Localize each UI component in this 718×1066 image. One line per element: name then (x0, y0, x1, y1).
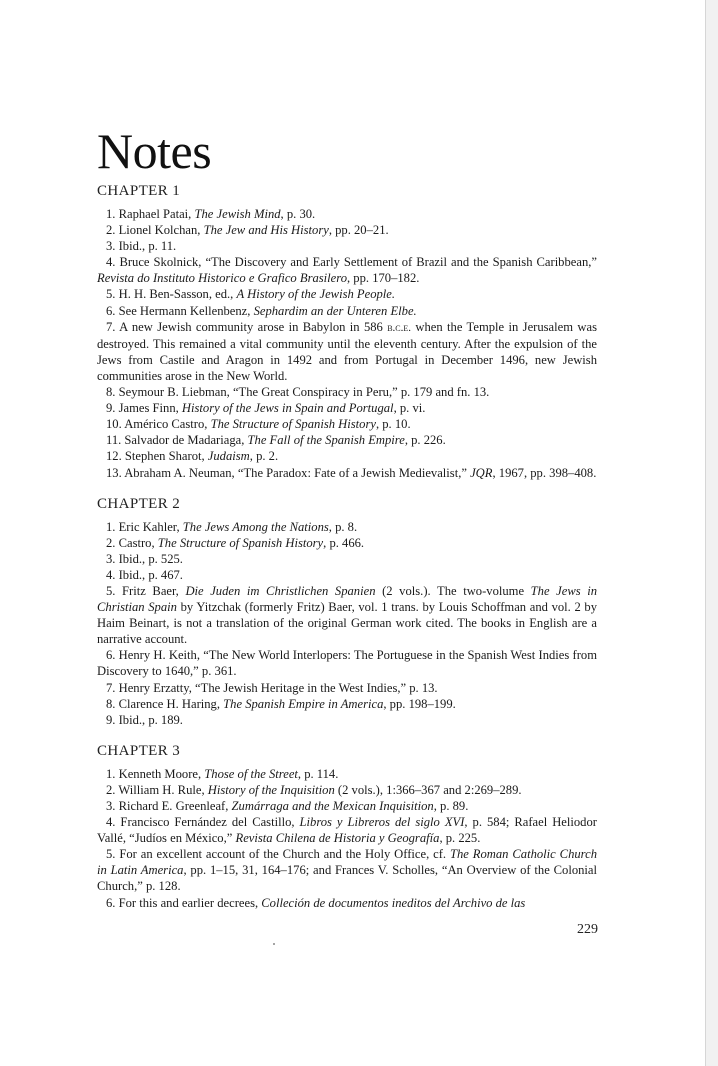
note-text: 7. Henry Erzatty, “The Jewish Heritage in the West Indies,” p. 13. (106, 680, 438, 695)
note-item (97, 766, 597, 782)
note-text: 9. Ibid., p. 189. (106, 712, 183, 727)
note-item (97, 238, 597, 254)
note-title: Revista Chilena de Historia y Geografía (235, 831, 440, 846)
note-text: , p. vi. (393, 401, 426, 416)
note-text: , p. 8. (328, 519, 358, 534)
note-text: 6. Henry H. Keith, “The New World Interlopers: The Portuguese in the Spanish West Indies from Discovery to 1640,” p. 361. (97, 648, 597, 679)
note-text: , 1967, pp. 398–408. (492, 465, 597, 480)
note-text: , p. 226. (404, 433, 446, 448)
note-item (97, 319, 597, 384)
notes-list (97, 519, 597, 728)
note-text: 5. For an excellent account of the Church and the Holy Office, cf. (106, 847, 450, 862)
note-text: 6. For this and earlier decrees, (106, 895, 262, 910)
note-title: JQR (470, 465, 493, 480)
note-item (97, 895, 597, 911)
note-text: 8. Clarence H. Haring, (106, 696, 224, 711)
page-number: 229 (577, 922, 598, 937)
note-item (97, 448, 597, 464)
note-text: , p. 225. (439, 831, 481, 846)
note-item (97, 303, 597, 319)
note-text: , p. 2. (249, 449, 279, 464)
notes-list (97, 766, 597, 911)
note-text: (2 vols.), 1:366–367 and 2:269–289. (334, 782, 522, 797)
note-title: Sephardim an der Unteren Elbe. (253, 303, 417, 318)
note-text: 8. Seymour B. Liebman, “The Great Conspiracy in Peru,” p. 179 and fn. 13. (106, 385, 490, 400)
note-text: 4. Ibid., p. 467. (106, 567, 183, 582)
note-item (97, 535, 597, 551)
note-item (97, 465, 597, 481)
note-text: 13. Abraham A. Neuman, “The Paradox: Fate of a Jewish Medievalist,” (106, 465, 471, 480)
note-text: , pp. 20–21. (328, 223, 389, 238)
note-title: The Fall of the Spanish Empire (247, 433, 405, 448)
note-text: , pp. 198–199. (383, 696, 456, 711)
note-text: by Yitzchak (formerly Fritz) Baer, vol. 1 trans. by Louis Schoffman and vol. 2 by Haim Beinart, is not a translation of the original German work cited. The books in English are a narrative account. (97, 600, 597, 647)
note-text: 11. Salvador de Madariaga, (106, 433, 248, 448)
note-text: 1. Kenneth Moore, (106, 766, 205, 781)
note-item (97, 222, 597, 238)
note-title: Die Juden im Christlichen Spanien (185, 583, 376, 598)
note-text: , p. 584; Rafael Heliodor Vallé, “Judíos en México,” (97, 815, 597, 846)
note-text: , pp. 1–15, 31, 164–176; and Frances V. Scholles, “An Overview of the Colonial Church,” p. 128. (97, 863, 597, 894)
note-item (97, 782, 597, 798)
note-title: The Jewish Mind (194, 207, 281, 221)
note-text: (2 vols.). The two-volume (375, 583, 531, 598)
notes-list (97, 206, 597, 481)
note-title: Revista do Instituto Historico e Grafico Brasilero (97, 271, 347, 286)
note-text: 1. Eric Kahler, (106, 519, 183, 534)
note-text: 4. Bruce Skolnick, “The Discovery and Early Settlement of Brazil and the Spanish Caribbean,” (106, 255, 597, 270)
note-title: Colleción de documentos ineditos del Archivo de las (261, 895, 526, 910)
vertical-scrollbar[interactable] (705, 0, 718, 1066)
note-title: A History of the Jewish People. (236, 287, 396, 302)
note-item (97, 400, 597, 416)
note-text: 3. Ibid., p. 11. (106, 239, 177, 254)
note-title: The Jew and His History (203, 223, 329, 238)
note-text: 2. Lionel Kolchan, (106, 223, 204, 238)
note-item (97, 384, 597, 400)
note-text: 12. Stephen Sharot, (106, 449, 208, 464)
note-item (97, 432, 597, 448)
note-text: , p. 30. (280, 207, 316, 221)
note-item (97, 696, 597, 712)
notes-content (97, 123, 598, 925)
page-title: Notes (97, 123, 212, 179)
note-item (97, 583, 597, 647)
note-title: History of the Jews in Spain and Portugal (181, 401, 394, 416)
note-text: 6. See Hermann Kellenbenz, (106, 303, 254, 318)
chapter-heading: CHAPTER 1 (97, 183, 181, 199)
note-text: , p. 114. (297, 766, 339, 781)
note-text: 5. Fritz Baer, (106, 583, 186, 598)
note-title: The Structure of Spanish History (210, 417, 376, 432)
note-title: The Jews in Christian Spain (97, 583, 598, 615)
note-text: 3. Richard E. Greenleaf, (106, 799, 232, 813)
note-title: The Roman Catholic Church in Latin America (97, 847, 597, 878)
note-text: 2. William H. Rule, (106, 782, 208, 797)
note-item (97, 680, 597, 696)
chapters-container (97, 182, 597, 911)
note-text: , p. 466. (323, 535, 365, 550)
note-text: , pp. 170–182. (347, 271, 420, 286)
note-text: 3. Ibid., p. 525. (106, 551, 183, 566)
chapter-heading: CHAPTER 3 (97, 742, 181, 759)
note-text: , p. 10. (375, 417, 411, 432)
chapter-heading: CHAPTER 2 (97, 495, 181, 512)
note-text: 10. Américo Castro, (106, 417, 211, 432)
note-text: 4. Francisco Fernández del Castillo, (106, 815, 300, 830)
note-title: The Spanish Empire in America (223, 696, 384, 711)
page-mark (273, 943, 275, 945)
note-item (97, 551, 597, 567)
note-text: 2. Castro, (106, 535, 158, 550)
note-text: , p. 89. (433, 799, 469, 813)
note-item (97, 254, 597, 286)
note-item (97, 567, 597, 583)
note-text: when the Temple in Jerusalem was destroyed. This remained a vital community until the eleventh century. After the expulsion of the Jews from Castile and Aragon in 1492 and from Portugal in December 1496, new Jewish communities arose in the New World. (97, 319, 597, 383)
note-text: 1. Raphael Patai, (106, 207, 195, 221)
note-title: Those of the Street (204, 766, 298, 781)
note-item (97, 814, 597, 846)
note-text: 5. H. H. Ben-Sasson, ed., (106, 287, 237, 302)
note-item (97, 416, 597, 432)
note-item (97, 647, 597, 679)
note-item (97, 712, 597, 728)
note-title: History of the Inquisition (207, 782, 335, 797)
note-item (97, 286, 597, 302)
note-item (97, 206, 597, 222)
note-text: 9. James Finn, (106, 401, 182, 416)
note-item (97, 798, 597, 814)
note-smallcaps: b.c.e. (387, 321, 412, 334)
note-item (97, 519, 597, 535)
note-title: The Jews Among the Nations (182, 519, 329, 534)
note-title: Judaism (207, 449, 250, 464)
note-title: Libros y Libreros del siglo XVI (299, 815, 465, 830)
note-title: The Structure of Spanish History (157, 535, 324, 550)
note-title: Zumárraga and the Mexican Inquisition (231, 799, 434, 813)
note-text: 7. A new Jewish community arose in Babylon in 586 (106, 319, 388, 334)
note-item (97, 846, 597, 894)
